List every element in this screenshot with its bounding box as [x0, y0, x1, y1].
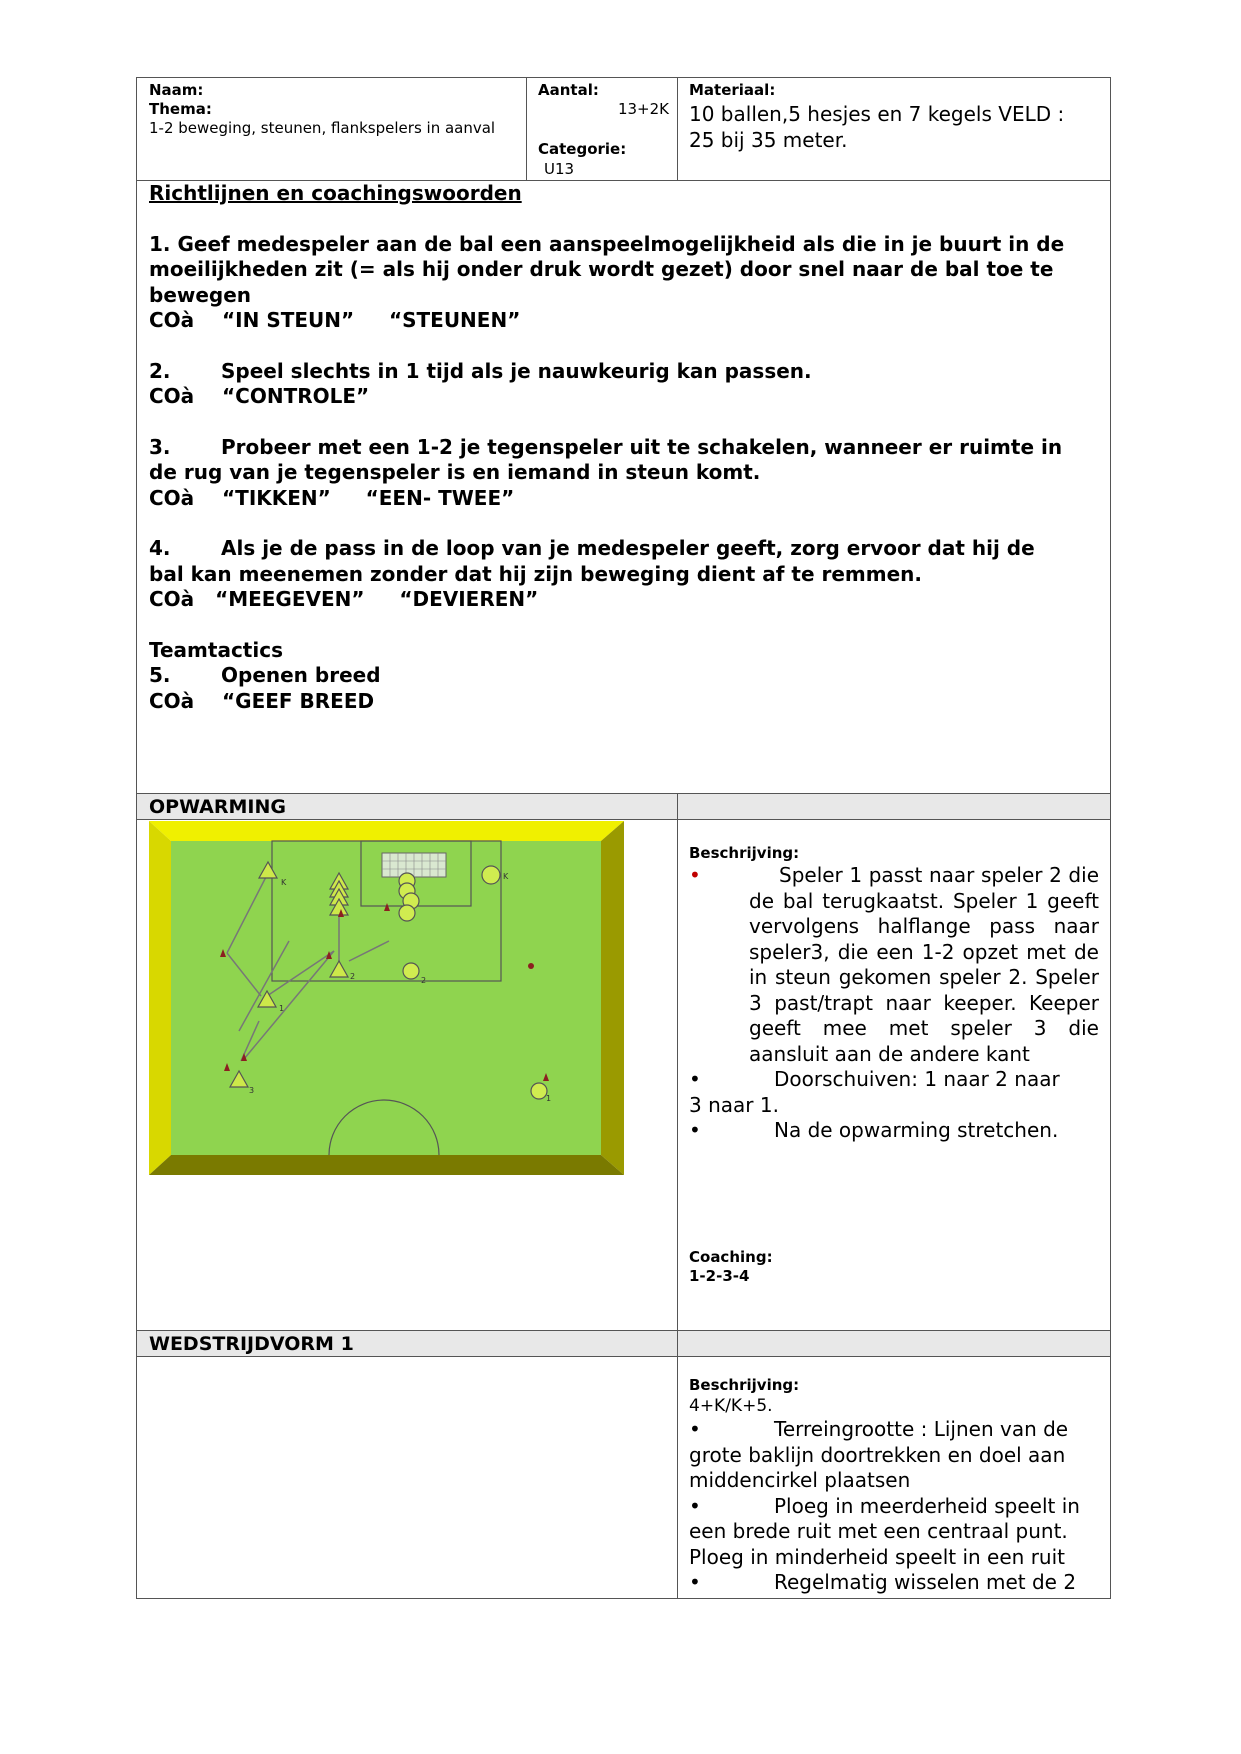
rule-4-line-2: bal kan meenemen zonder dat hij zijn beweging dient af te remmen.: [149, 561, 922, 586]
opwarming-field-diagram: [149, 821, 624, 1175]
rule-4-line-1: Als je de pass in de loop van je medespeler geeft, zorg ervoor dat hij de: [221, 536, 1035, 560]
wedstrijdvorm-title: WEDSTRIJDVORM 1: [149, 1333, 354, 1355]
aantal-value: 13+2K: [617, 100, 669, 118]
player-circle: [399, 905, 415, 921]
wedstrijdvorm-bullet-2-a: Ploeg in meerderheid speelt in: [774, 1493, 1080, 1518]
bullet: •: [689, 1118, 701, 1142]
richtlijnen-cell: [136, 180, 1111, 794]
materiaal-value: 10 ballen,5 hesjes en 7 kegels VELD : 25 bij 35 meter.: [689, 102, 1065, 152]
coaching-value: 1-2-3-4: [689, 1267, 750, 1285]
categorie-label: Categorie:: [538, 140, 627, 158]
opwarming-description-cell: [677, 819, 1111, 1331]
aantal-label: Aantal:: [538, 81, 599, 99]
opwarming-diagram-cell: [136, 819, 677, 1331]
rule-2-number: 2.: [149, 358, 171, 383]
frame-top: [149, 821, 624, 841]
wedstrijdvorm-header-right: [677, 1330, 1111, 1357]
bullet: •: [689, 1570, 701, 1594]
label-1: 1: [546, 1094, 552, 1103]
wedstrijdvorm-bullet-2-c: Ploeg in minderheid speelt in een ruit: [689, 1544, 1065, 1569]
rule-1: 1. Geef medespeler aan de bal een aanspeelmogelijkheid als die in je buurt in de moeilijkheden zit (= als hij onder druk wordt gezet) door snel naar de bal toe te bewegen: [149, 231, 1065, 307]
thema-value: 1-2 beweging, steunen, flankspelers in aanval: [149, 119, 496, 137]
bullet-red: •: [689, 863, 701, 887]
opwarming-title: OPWARMING: [149, 796, 286, 818]
label-1: 1: [279, 1004, 285, 1013]
field: [171, 841, 601, 1155]
rule-3-line-2: de rug van je tegenspeler is en iemand in steun komt.: [149, 460, 761, 484]
rule-1-coaching: COà “IN STEUN” “STEUNEN”: [149, 308, 521, 332]
naam-label: Naam:: [149, 81, 204, 99]
header-naam-cell: [136, 77, 526, 181]
wedstrijdvorm-bullet-1-a: Terreingrootte : Lijnen van de: [774, 1417, 1069, 1441]
label-k: K: [281, 878, 287, 887]
header-aantal-cell: [526, 77, 677, 181]
teamtactics-heading: Teamtactics: [149, 637, 283, 662]
rule-4-number: 4.: [149, 536, 171, 560]
player-circle: [403, 963, 419, 979]
label-2: 2: [421, 976, 427, 985]
rule-3-coaching: COà “TIKKEN” “EEN- TWEE”: [149, 485, 515, 510]
coaching-label: Coaching:: [689, 1248, 773, 1266]
header-materiaal-cell: [677, 77, 1111, 181]
frame-bottom: [149, 1155, 624, 1175]
label-3: 3: [249, 1086, 255, 1095]
player-circle: [531, 1083, 547, 1099]
label-2: 2: [350, 972, 356, 981]
frame-right: [601, 821, 624, 1175]
bullet: •: [689, 1417, 701, 1441]
opwarming-bullet-2-b: 3 naar 1.: [689, 1092, 779, 1117]
label-k: K: [503, 872, 509, 881]
opwarming-header-right: [677, 793, 1111, 820]
rule-2-coaching: COà “CONTROLE”: [149, 384, 370, 408]
rule-3-line-1: Probeer met een 1-2 je tegenspeler uit te schakelen, wanneer er ruimte in: [221, 434, 1063, 459]
rule-2: Speel slechts in 1 tijd als je nauwkeurig kan passen.: [221, 358, 812, 383]
rule-5-number: 5.: [149, 663, 171, 687]
wedstrijdvorm-diagram-cell: [136, 1356, 677, 1599]
opwarming-bullet-2-a: Doorschuiven: 1 naar 2 naar: [774, 1067, 1060, 1091]
rule-5-coaching: COà “GEEF BREED: [149, 688, 375, 713]
frame-left: [149, 821, 171, 1175]
rule-5: Openen breed: [221, 663, 381, 687]
bullet: •: [689, 1067, 701, 1091]
opwarming-header-left: [136, 793, 677, 820]
wedstrijdvorm-line-1: 4+K/K+5.: [689, 1396, 773, 1416]
wedstrijdvorm-beschrijving-label: Beschrijving:: [689, 1376, 800, 1394]
wedstrijdvorm-bullet-3-a: Regelmatig wisselen met de 2: [774, 1570, 1077, 1594]
wedstrijdvorm-bullet-2-b: een brede ruit met een centraal punt.: [689, 1519, 1068, 1543]
rule-4-coaching: COà “MEEGEVEN” “DEVIEREN”: [149, 587, 539, 611]
cone: [528, 963, 534, 969]
thema-label: Thema:: [149, 100, 212, 118]
wedstrijdvorm-header-left: [136, 1330, 677, 1357]
richtlijnen-title: Richtlijnen en coachingswoorden: [149, 181, 522, 205]
wedstrijdvorm-description-cell: [677, 1356, 1111, 1599]
opwarming-beschrijving-label: Beschrijving:: [689, 844, 800, 862]
keeper-circle: [482, 866, 500, 884]
categorie-value: U13: [544, 160, 575, 178]
bullet: •: [689, 1493, 701, 1518]
wedstrijdvorm-bullet-1-c: middencirkel plaatsen: [689, 1468, 911, 1492]
opwarming-bullet-1: Speler 1 passt naar speler 2 die de bal terugkaatst. Speler 1 geeft vervolgens halflange pass naar speler3, die een 1-2 opzet met de in steun gekomen speler 2. Speler 3 past/trapt naar keeper. Keeper geeft mee met speler 3 die aansluit aan de andere kant: [749, 863, 1099, 1066]
rule-3-number: 3.: [149, 434, 171, 459]
opwarming-bullet-3: Na de opwarming stretchen.: [774, 1118, 1059, 1142]
wedstrijdvorm-bullet-1-b: grote baklijn doortrekken en doel aan: [689, 1442, 1066, 1467]
materiaal-label: Materiaal:: [689, 81, 776, 99]
